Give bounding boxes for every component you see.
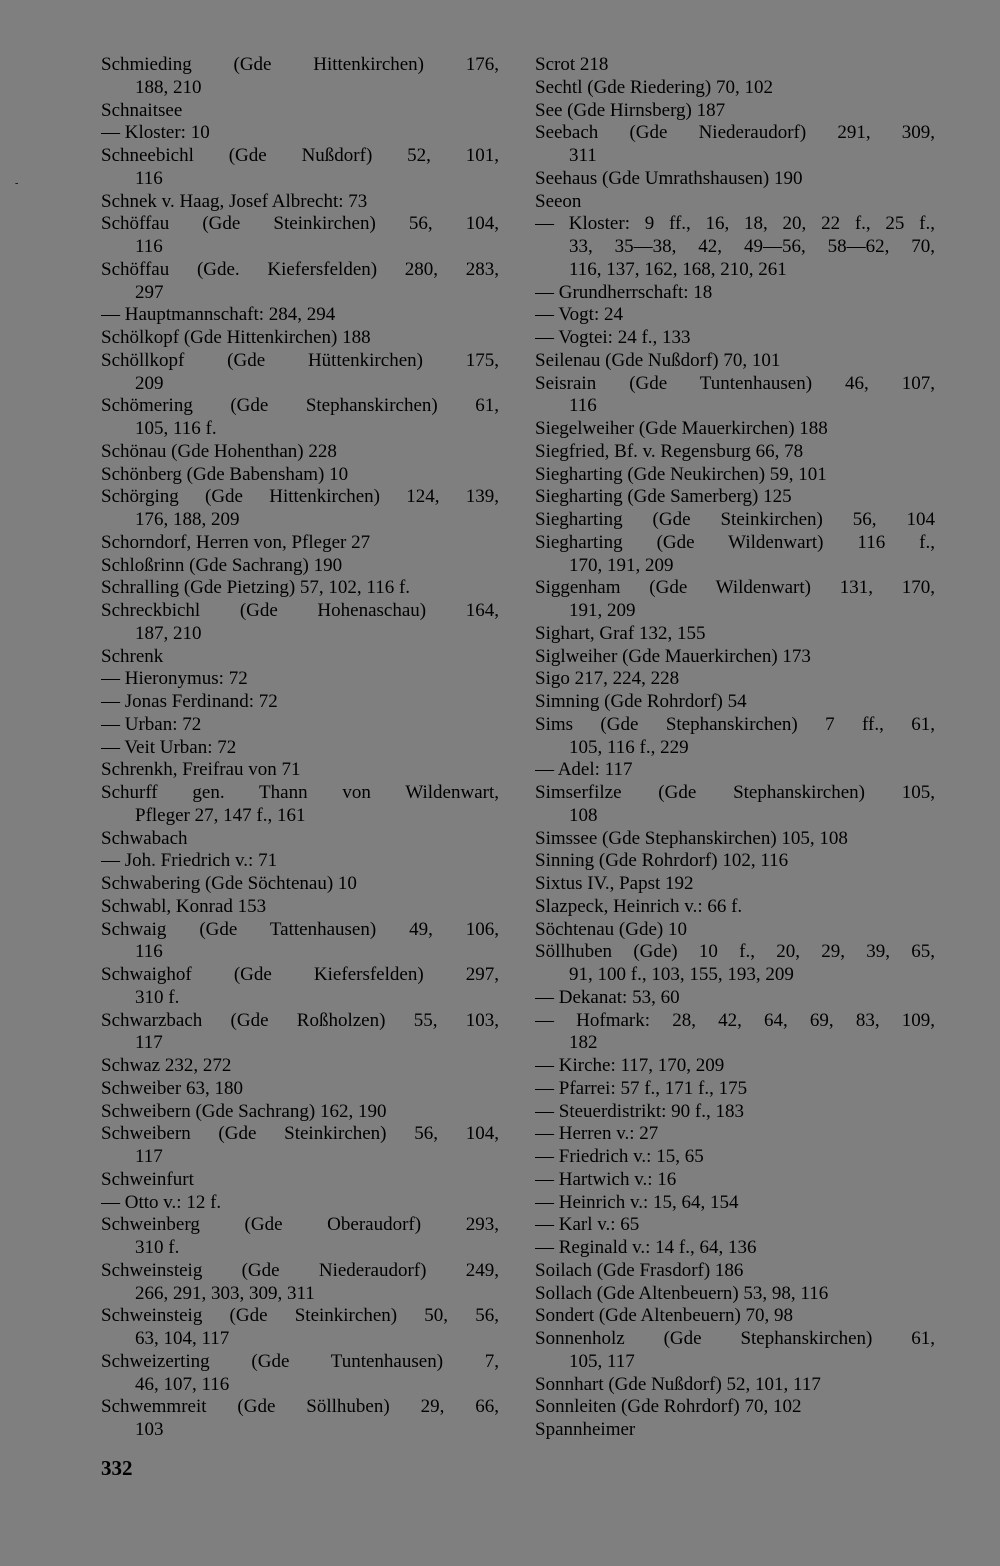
index-line: Slazpeck, Heinrich v.: 66 f. — [535, 895, 743, 917]
index-column-right — [535, 54, 935, 1442]
index-line: Schölkopf (Gde Hittenkirchen) 188 — [101, 327, 371, 348]
index-line: — Reginald v.: 14 f., 64, 136 — [535, 1237, 757, 1258]
index-line: 117 — [135, 1032, 163, 1054]
index-line: — Dekanat: 53, 60 — [535, 986, 680, 1008]
index-line: Schwaighof (Gde Kiefersfelden) 297, — [101, 964, 499, 985]
index-line: Schöffau (Gde Steinkirchen) 56, 104, — [101, 213, 499, 235]
index-line: Schweizerting (Gde Tuntenhausen) 7, — [101, 1350, 499, 1372]
index-line: Schömering (Gde Stephanskirchen) 61, — [101, 395, 499, 417]
index-line: Spannheimer — [535, 1419, 636, 1440]
index-line: Schralling (Gde Pietzing) 57, 102, 116 f. — [101, 577, 411, 599]
index-line: Schweinsteig (Gde Niederaudorf) 249, — [101, 1259, 499, 1281]
index-line: Sighart, Graf 132, 155 — [535, 622, 706, 644]
index-line: Schwabering (Gde Söchtenau) 10 — [101, 873, 357, 894]
index-line: Schöffau (Gde. Kiefersfelden) 280, 283, — [101, 258, 499, 280]
index-line: — Joh. Friedrich v.: 71 — [101, 850, 278, 872]
index-line: Siglweiher (Gde Mauerkirchen) 173 — [535, 645, 811, 667]
index-line: Siegharting (Gde Neukirchen) 59, 101 — [535, 463, 827, 485]
index-line: Seebach (Gde Niederaudorf) 291, 309, — [535, 122, 935, 144]
index-line: Schwabach — [101, 827, 188, 849]
index-line: 191, 209 — [569, 600, 636, 621]
index-line: Seisrain (Gde Tuntenhausen) 46, 107, — [535, 372, 935, 394]
index-line: Schweibern (Gde Steinkirchen) 56, 104, — [101, 1123, 499, 1145]
index-line: 176, 188, 209 — [135, 509, 240, 530]
index-line: 46, 107, 116 — [135, 1373, 230, 1395]
index-line: — Kloster: 9 ff., 16, 18, 20, 22 f., 25 f., — [535, 213, 935, 235]
index-line: Söllhuben (Gde) 10 f., 20, 29, 39, 65, — [535, 941, 935, 963]
index-line: Seehaus (Gde Umrathshausen) 190 — [535, 167, 803, 189]
index-line: Sims (Gde Stephanskirchen) 7 ff., 61, — [535, 713, 935, 735]
index-line: 33, 35—38, 42, 49—56, 58—62, 70, — [569, 236, 935, 257]
index-line: Sonnhart (Gde Nußdorf) 52, 101, 117 — [535, 1373, 821, 1395]
index-line: Schnek v. Haag, Josef Albrecht: 73 — [101, 190, 368, 212]
index-line: Schloßrinn (Gde Sachrang) 190 — [101, 554, 343, 576]
index-line: 63, 104, 117 — [135, 1328, 230, 1349]
index-line: Schwabl, Konrad 153 — [101, 895, 267, 917]
index-line: Simserfilze (Gde Stephanskirchen) 105, — [535, 782, 935, 803]
index-line: Simssee (Gde Stephanskirchen) 105, 108 — [535, 827, 848, 849]
index-line: Sigo 217, 224, 228 — [535, 668, 680, 690]
index-line: 108 — [569, 804, 598, 826]
index-line: Schönau (Gde Hohenthan) 228 — [101, 440, 337, 462]
index-line: Seeon — [535, 190, 582, 212]
index-line: — Friedrich v.: 15, 65 — [535, 1146, 704, 1167]
index-line: — Kloster: 10 — [101, 122, 210, 144]
index-line: Sollach (Gde Altenbeuern) 53, 98, 116 — [535, 1282, 829, 1304]
index-line: 117 — [135, 1146, 163, 1167]
index-line: Schwarzbach (Gde Roßholzen) 55, 103, — [101, 1009, 499, 1031]
index-line: Schreckbichl (Gde Hohenaschau) 164, — [101, 600, 499, 621]
index-line: 116 — [135, 167, 163, 189]
index-line: — Otto v.: 12 f. — [101, 1191, 222, 1213]
index-line: Sechtl (Gde Riedering) 70, 102 — [535, 76, 773, 98]
index-line: 187, 210 — [135, 622, 202, 644]
index-line: Schwaig (Gde Tattenhausen) 49, 106, — [101, 918, 499, 940]
index-line: Siggenham (Gde Wildenwart) 131, 170, — [535, 577, 935, 599]
index-line: Schweinfurt — [101, 1168, 194, 1190]
index-line: 188, 210 — [135, 76, 202, 98]
index-line: Schorndorf, Herren von, Pfleger 27 — [101, 531, 371, 553]
index-line: Schmieding (Gde Hittenkirchen) 176, — [101, 54, 499, 75]
index-line: Schweinberg (Gde Oberaudorf) 293, — [101, 1214, 499, 1236]
index-line: Schörging (Gde Hittenkirchen) 124, 139, — [101, 486, 499, 508]
index-line: Schrenkh, Freifrau von 71 — [101, 759, 301, 781]
index-line: Sonnenholz (Gde Stephanskirchen) 61, — [535, 1328, 935, 1349]
index-line: Schweiber 63, 180 — [101, 1077, 243, 1099]
index-line: Söchtenau (Gde) 10 — [535, 918, 687, 940]
index-line: 170, 191, 209 — [569, 554, 674, 576]
index-line: — Herren v.: 27 — [535, 1123, 659, 1145]
index-line: — Heinrich v.: 15, 64, 154 — [535, 1191, 739, 1213]
index-line: Sinning (Gde Rohrdorf) 102, 116 — [535, 850, 789, 872]
index-line: — Hieronymus: 72 — [101, 668, 248, 690]
index-line: 103 — [135, 1419, 164, 1440]
index-line: — Grundherrschaft: 18 — [535, 281, 713, 303]
index-line: — Hartwich v.: 16 — [535, 1168, 677, 1190]
index-line: Schnaitsee — [101, 99, 183, 121]
index-line: Soilach (Gde Frasdorf) 186 — [535, 1259, 744, 1281]
index-line: Pfleger 27, 147 f., 161 — [135, 804, 306, 826]
index-line: 266, 291, 303, 309, 311 — [135, 1282, 315, 1304]
index-line: 116 — [135, 941, 163, 963]
index-line: Schneebichl (Gde Nußdorf) 52, 101, — [101, 145, 499, 166]
index-line: Schwemmreit (Gde Söllhuben) 29, 66, — [101, 1396, 499, 1418]
page-number: 332 — [101, 1456, 133, 1480]
index-line: — Urban: 72 — [101, 713, 202, 735]
index-line: — Vogtei: 24 f., 133 — [535, 327, 691, 348]
index-line: Schurff gen. Thann von Wildenwart, — [101, 782, 499, 803]
index-line: 209 — [135, 372, 164, 394]
index-line: Schweinsteig (Gde Steinkirchen) 50, 56, — [101, 1305, 499, 1327]
index-line: — Hauptmannschaft: 284, 294 — [101, 304, 336, 326]
index-line: — Steuerdistrikt: 90 f., 183 — [535, 1100, 744, 1122]
index-line: 105, 117 — [569, 1350, 635, 1372]
index-line: 116, 137, 162, 168, 210, 261 — [569, 258, 787, 280]
index-line: — Karl v.: 65 — [535, 1214, 640, 1236]
index-line: — Kirche: 117, 170, 209 — [535, 1055, 725, 1076]
index-line: 310 f. — [135, 986, 180, 1008]
index-line: Siegharting (Gde Samerberg) 125 — [535, 486, 792, 508]
index-line: Sondert (Gde Altenbeuern) 70, 98 — [535, 1305, 794, 1327]
index-line: — Jonas Ferdinand: 72 — [101, 691, 278, 712]
index-line: — Adel: 117 — [535, 759, 633, 781]
index-line: 311 — [569, 145, 597, 166]
index-line: Schwaz 232, 272 — [101, 1055, 232, 1076]
index-line: 91, 100 f., 103, 155, 193, 209 — [569, 964, 794, 985]
index-line: 310 f. — [135, 1237, 180, 1258]
index-line: 105, 116 f. — [135, 418, 217, 439]
index-line: Sixtus IV., Papst 192 — [535, 873, 694, 894]
index-line: 116 — [135, 236, 163, 257]
index-column-left — [101, 54, 499, 1442]
index-line: — Veit Urban: 72 — [101, 736, 237, 758]
index-line: Seilenau (Gde Nußdorf) 70, 101 — [535, 349, 781, 371]
index-line: Scrot 218 — [535, 54, 609, 75]
index-line: Simning (Gde Rohrdorf) 54 — [535, 691, 747, 712]
index-line: — Hofmark: 28, 42, 64, 69, 83, 109, — [535, 1009, 935, 1031]
margin-mark: - — [15, 178, 19, 189]
index-line: Sonnleiten (Gde Rohrdorf) 70, 102 — [535, 1396, 802, 1418]
index-line: 105, 116 f., 229 — [569, 736, 689, 758]
index-line: — Pfarrei: 57 f., 171 f., 175 — [535, 1077, 748, 1099]
index-line: Siegharting (Gde Wildenwart) 116 f., — [535, 531, 935, 553]
index-line: 297 — [135, 281, 164, 303]
index-line: Siegfried, Bf. v. Regensburg 66, 78 — [535, 440, 804, 462]
index-line: Schönberg (Gde Babensham) 10 — [101, 463, 349, 485]
index-line: 116 — [569, 395, 597, 417]
index-line: See (Gde Hirnsberg) 187 — [535, 99, 726, 121]
index-line: Siegelweiher (Gde Mauerkirchen) 188 — [535, 418, 828, 439]
index-line: 182 — [569, 1032, 598, 1054]
index-line: Schweibern (Gde Sachrang) 162, 190 — [101, 1100, 387, 1122]
index-line: — Vogt: 24 — [535, 304, 623, 326]
index-line: Siegharting (Gde Steinkirchen) 56, 104 — [535, 509, 935, 530]
index-line: Schrenk — [101, 645, 164, 667]
index-line: Schöllkopf (Gde Hüttenkirchen) 175, — [101, 349, 499, 371]
